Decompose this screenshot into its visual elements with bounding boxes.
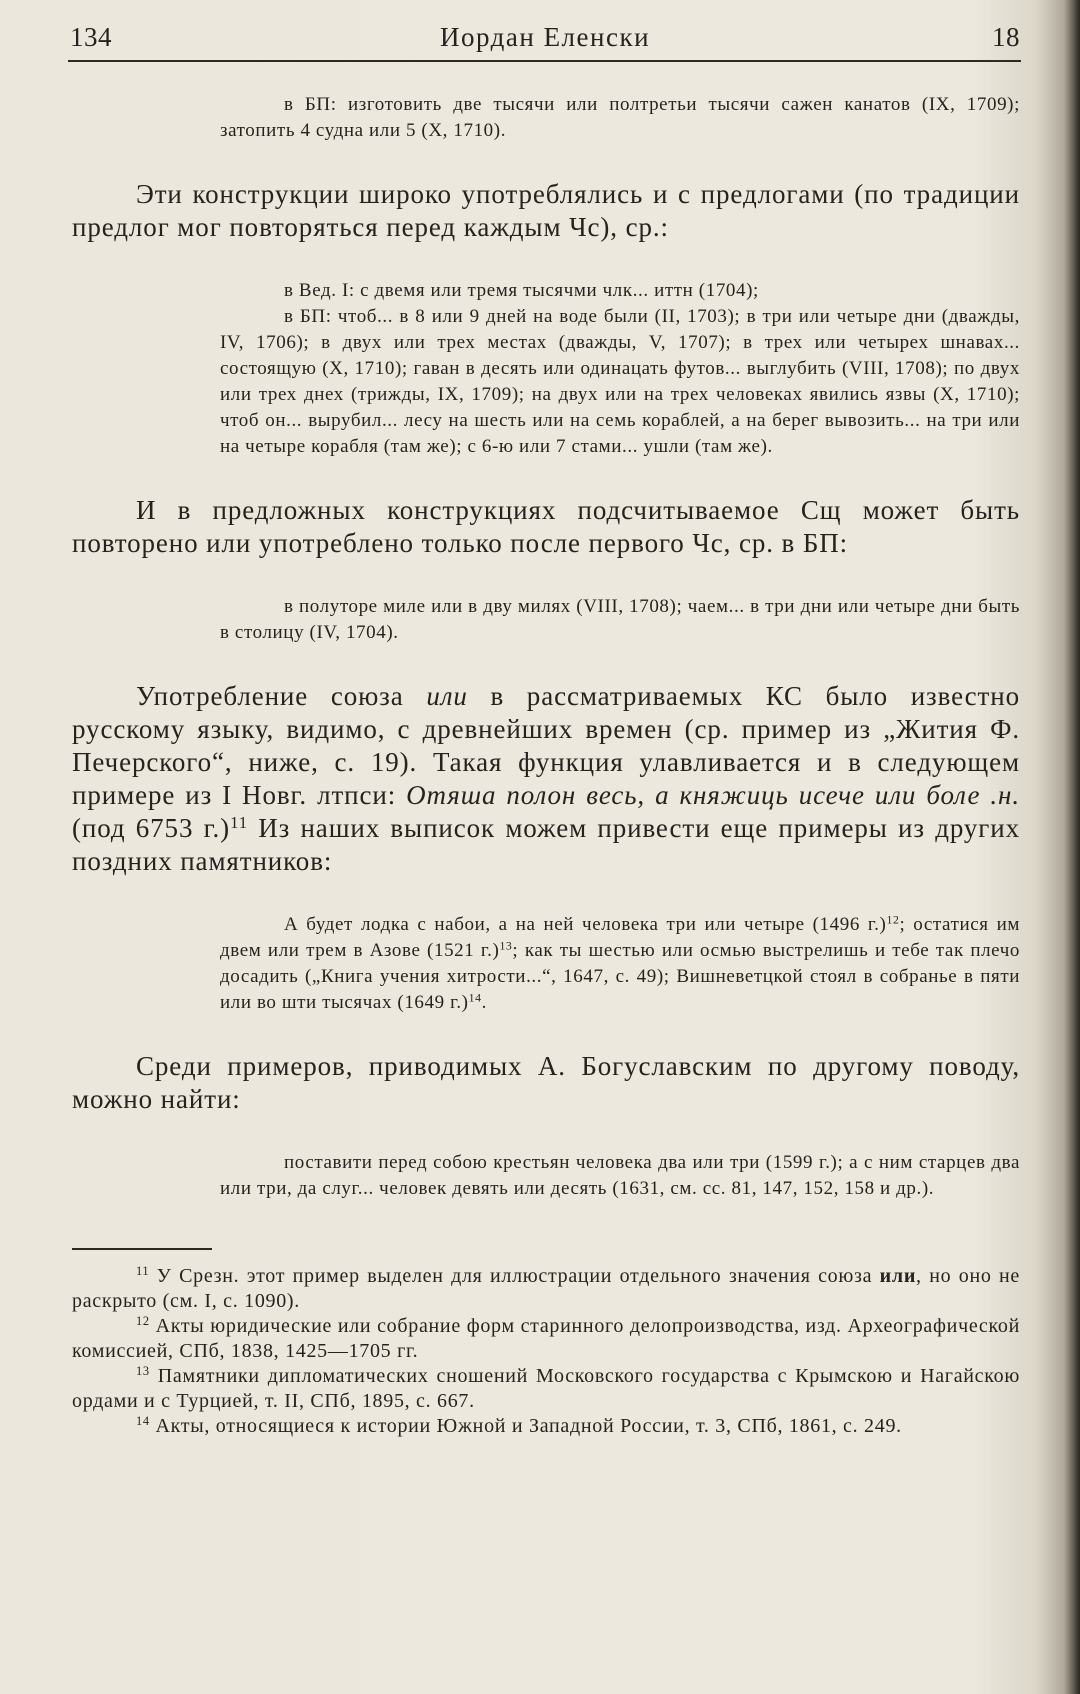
citation-paragraph: в Вед. I: с двемя или тремя тысячми члк... иттн (1704);: [284, 280, 759, 301]
footnote-13: [72, 1364, 1020, 1414]
bold-term: или: [879, 1265, 917, 1287]
footnote-number: 11: [136, 1264, 150, 1279]
citation-paragraph: в полуторе миле или в дву милях (VIII, 1708); чаем... в три дни или четыре дни быть в столицу (IV, 1704).: [220, 596, 1020, 643]
text-run: , но оно не раскрыто (см. I, с. 1090).: [72, 1265, 1021, 1312]
italic-quote: Отяша полон весь, а княжиць исече или боле .н.: [406, 780, 1020, 810]
footnote-12: [72, 1314, 1020, 1364]
footnote-ref: 13: [499, 939, 513, 953]
section-number: 18: [992, 22, 1020, 52]
citation-paragraph: в БП: изготовить две тысячи или полтретьи тысячи сажен канатов (IX, 1709); затопить 4 судна или 5 (X, 1710).: [220, 94, 1020, 141]
page-body: [72, 92, 1020, 1439]
citation-paragraph: [220, 912, 1020, 1016]
citation-block-4: [220, 912, 1020, 1016]
text-run: Акты юридические или собрание форм старинного делопроизводства, изд. Археографической комиссией, СПб, 1838, 1425—1705 гг.: [72, 1315, 1020, 1362]
footnote-ref: 12: [886, 913, 900, 927]
footnote-number: 12: [136, 1314, 150, 1329]
text-run: А будет лодка с набои, а на ней человека три или четыре (1496 г.): [284, 914, 887, 935]
header-rule: [68, 60, 1021, 62]
footnote-ref: 11: [230, 812, 248, 832]
text-run: .: [481, 992, 487, 1013]
citation-paragraph: поставити перед собою крестьян человека два или три (1599 г.); а с ним старцев два или три, да слуг... человек девять или десять (1631, см. сс. 81, 147, 152, 158 и др.).: [220, 1152, 1020, 1199]
footnote-14: [72, 1414, 1020, 1439]
text-run: ; остатися им двем или трем в Азове (1521 г.): [220, 914, 1021, 961]
text-run: (под 6753 г.): [72, 813, 231, 843]
footnote-ref: 14: [468, 991, 482, 1005]
text-run: Употребление союза: [136, 681, 427, 711]
text-run: ; как ты шестью или осмью выстрелишь и тебе так плечо досадить („Книга учения хитрости...“, 1647, с. 49); Вишневетцкой стоял в собранье в пяти или во шти тысячах (1649 г.): [220, 940, 1020, 1013]
footnote-number: 14: [136, 1414, 150, 1429]
body-paragraph-2: И в предложных конструкциях подсчитываемое Сщ может быть повторено или употреблено только после первого Чс, ср. в БП:: [72, 495, 1020, 558]
running-title-author: Иордан Еленски: [440, 22, 651, 52]
body-paragraph-1: Эти конструкции широко употреблялись и с предлогами (по традиции предлог мог повторяться перед каждым Чс), ср.:: [72, 179, 1020, 242]
text-run: Памятники дипломатических сношений Московского государства с Крымскою и Нагайскою ордами и с Турцией, т. II, СПб, 1895, с. 667.: [72, 1365, 1020, 1412]
text-run: в рассматриваемых КС было известно русскому языку, видимо, с древнейших времен (ср. пример из „Жития Ф. Печерского“, ниже, с. 19). Такая функция улавливается и в следующем примере из I Новг. лтпси:: [72, 681, 1021, 810]
footnote-rule: [72, 1248, 212, 1250]
citation-block-1: [220, 92, 1020, 144]
text-run: Из наших выписок можем привести еще примеры из других поздних памятников:: [72, 813, 1021, 876]
footnote-11: [72, 1264, 1020, 1314]
citation-paragraph: в БП: чтоб... в 8 или 9 дней на воде были (II, 1703); в три или четыре дни (дважды, IV, 1706); в двух или трех местах (дважды, V, 1707); в трех или четырех шнавах... состоящую (X, 1710); гаван в десять или одинацать футов... выглубить (VIII, 1708); по двух или трех днех (трижды, IX, 1709); на двух или на трех человеках явились язвы (X, 1710); чтоб он... вырубил... лесу на шесть или на семь кораблей, а на берег вывозить... на три или на четыре корабля (там же); с 6-ю или 7 стами... ушли (там же).: [220, 306, 1020, 457]
footnote-number: 13: [136, 1364, 150, 1379]
citation-block-3: [220, 594, 1020, 646]
citation-block-2: [220, 278, 1020, 460]
page-number: 134: [70, 22, 112, 52]
footnotes: [72, 1264, 1020, 1439]
citation-block-5: [220, 1150, 1020, 1202]
text-run: Акты, относящиеся к истории Южной и Западной России, т. 3, СПб, 1861, с. 249.: [149, 1415, 902, 1437]
italic-term: или: [426, 681, 468, 711]
body-paragraph-3: [72, 680, 1020, 878]
page-edge-shadow: [1064, 0, 1080, 1694]
running-header: [70, 14, 1020, 58]
body-paragraph-4: Среди примеров, приводимых А. Богуславским по другому поводу, можно найти:: [72, 1051, 1020, 1114]
text-run: У Срезн. этот пример выделен для иллюстрации отдельного значения союза: [149, 1265, 880, 1287]
